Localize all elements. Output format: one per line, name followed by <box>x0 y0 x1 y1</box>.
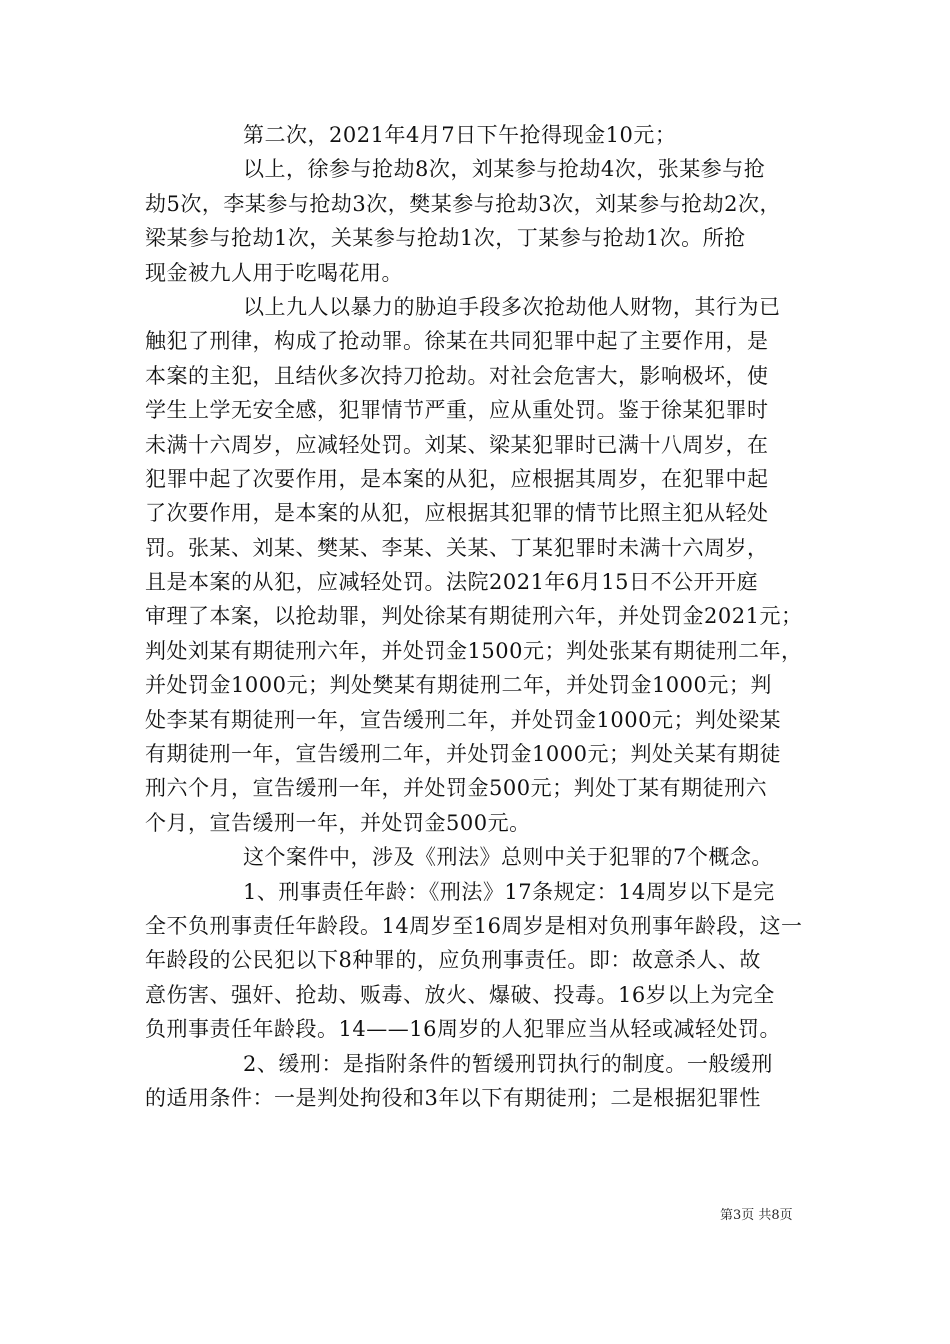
text-line: 意伤害、强奸、抢劫、贩毒、放火、爆破、投毒。16岁以上为完全 <box>145 982 775 1007</box>
text-line: 个月，宣告缓刑一年，并处罚金500元。 <box>145 810 531 835</box>
text-line: 劫5次，李某参与抢劫3次，樊某参与抢劫3次，刘某参与抢劫2次， <box>145 191 781 216</box>
text-line: 1、刑事责任年龄：《刑法》17条规定：14周岁以下是完 <box>243 879 775 904</box>
text-line: 第二次，2021年4月7日下午抢得现金10元； <box>243 123 677 147</box>
text-line: 判处刘某有期徒刑六年，并处罚金1500元；判处张某有期徒刑二年， <box>145 638 803 663</box>
text-line: 现金被九人用于吃喝花用。 <box>145 260 403 285</box>
page-number: 第3页 共8页 <box>720 1208 793 1223</box>
text-line: 梁某参与抢劫1次，关某参与抢劫1次，丁某参与抢劫1次。所抢 <box>145 226 746 251</box>
document-body <box>145 118 810 1115</box>
text-line: 以上九人以暴力的胁迫手段多次抢劫他人财物，其行为已 <box>243 294 781 319</box>
text-line: 刑六个月，宣告缓刑一年，并处罚金500元；判处丁某有期徒刑六 <box>145 776 768 801</box>
text-line: 且是本案的从犯，应减轻处罚。法院2021年6月15日不公开开庭 <box>145 570 759 595</box>
text-line: 触犯了刑律，构成了抢动罪。徐某在共同犯罪中起了主要作用，是 <box>145 329 769 354</box>
text-line: 这个案件中，涉及《刑法》总则中关于犯罪的7个概念。 <box>243 845 773 870</box>
text-line: 罚。张某、刘某、樊某、李某、关某、丁某犯罪时未满十六周岁， <box>145 535 769 560</box>
text-line: 的适用条件：一是判处拘役和3年以下有期徒刑；二是根据犯罪性 <box>145 1085 761 1110</box>
text-line: 负刑事责任年龄段。14——16周岁的人犯罪应当从轻或减轻处罚。 <box>145 1017 781 1042</box>
text-line: 年龄段的公民犯以下8种罪的，应负刑事责任。即：故意杀人、故 <box>145 948 761 973</box>
text-line: 审理了本案，以抢劫罪，判处徐某有期徒刑六年，并处罚金2021元； <box>145 604 803 629</box>
text-line: 犯罪中起了次要作用，是本案的从犯，应根据其周岁，在犯罪中起 <box>145 466 769 491</box>
text-line: 以上，徐参与抢劫8次，刘某参与抢劫4次，张某参与抢 <box>243 157 766 182</box>
text-line: 2、缓刑：是指附条件的暂缓刑罚执行的制度。一般缓刑 <box>243 1051 773 1076</box>
text-line: 有期徒刑一年，宣告缓刑二年，并处罚金1000元；判处关某有期徒 <box>145 742 781 767</box>
text-line: 了次要作用，是本案的从犯，应根据其犯罪的情节比照主犯从轻处 <box>145 501 769 526</box>
text-line: 本案的主犯，且结伙多次持刀抢劫。对社会危害大，影响极坏，使 <box>145 363 769 388</box>
text-line: 学生上学无安全感，犯罪情节严重，应从重处罚。鉴于徐某犯罪时 <box>145 398 769 423</box>
text-line: 全不负刑事责任年龄段。14周岁至16周岁是相对负刑事年龄段，这一 <box>145 913 803 938</box>
text-line: 处李某有期徒刑一年，宣告缓刑二年，并处罚金1000元；判处梁某 <box>145 707 781 732</box>
text-line: 并处罚金1000元；判处樊某有期徒刑二年，并处罚金1000元；判 <box>145 673 772 698</box>
text-line: 未满十六周岁，应减轻处罚。刘某、梁某犯罪时已满十八周岁，在 <box>145 432 769 457</box>
